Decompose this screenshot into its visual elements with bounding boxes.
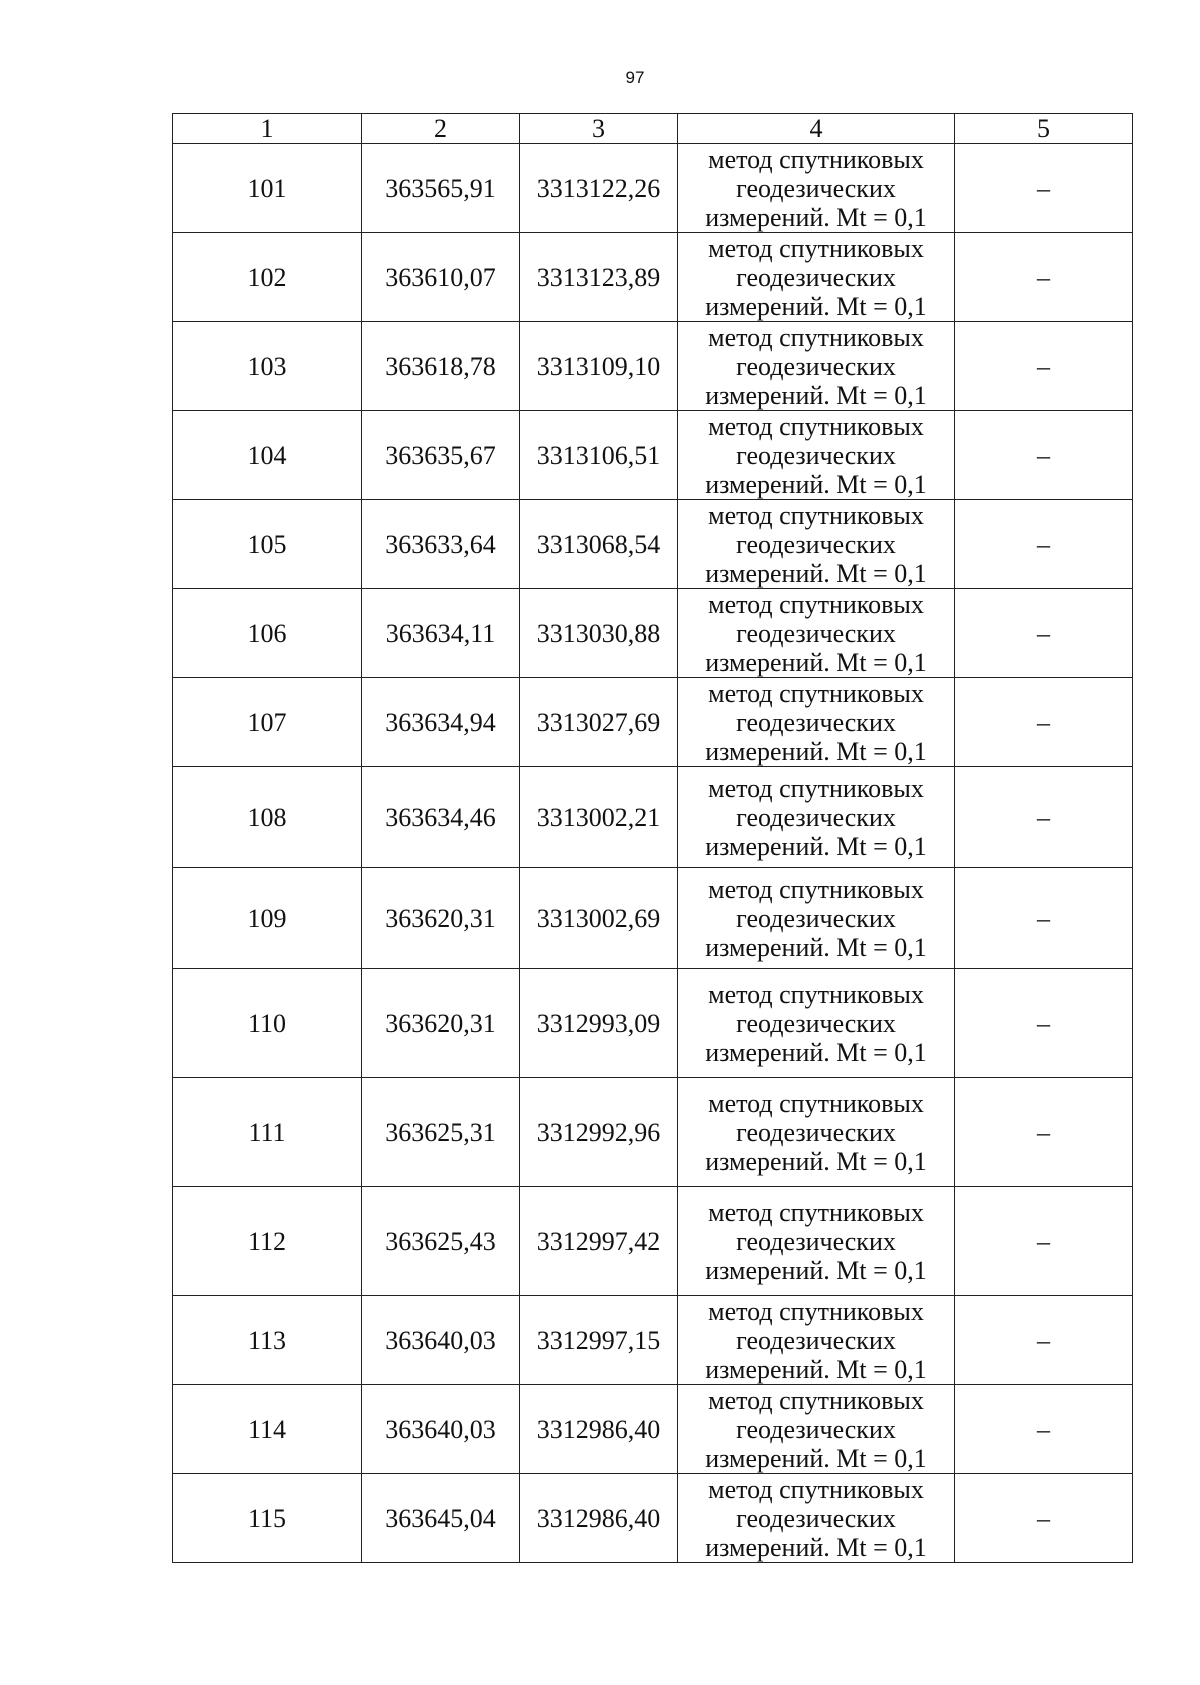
method-cell bbox=[678, 1474, 955, 1563]
point-number-cell: 108 bbox=[173, 767, 362, 868]
point-number-cell: 106 bbox=[173, 589, 362, 678]
x-coordinate-cell: 363634,46 bbox=[362, 767, 520, 868]
note-cell: – bbox=[955, 969, 1133, 1078]
point-number-cell: 109 bbox=[173, 868, 362, 969]
method-cell bbox=[678, 322, 955, 411]
method-line: метод спутниковых bbox=[708, 233, 924, 263]
x-coordinate-cell: 363634,11 bbox=[362, 589, 520, 678]
note-cell: – bbox=[955, 868, 1133, 969]
note-cell: – bbox=[955, 1296, 1133, 1385]
method-line: метод спутниковых bbox=[708, 678, 924, 708]
point-number-cell: 104 bbox=[173, 411, 362, 500]
y-coordinate-cell: 3313123,89 bbox=[520, 233, 678, 322]
y-coordinate-cell: 3312997,15 bbox=[520, 1296, 678, 1385]
method-line: метод спутниковых bbox=[708, 1088, 924, 1118]
y-coordinate-cell: 3312992,96 bbox=[520, 1078, 678, 1187]
table-row bbox=[173, 500, 1133, 589]
y-coordinate-cell: 3312993,09 bbox=[520, 969, 678, 1078]
method-line: метод спутниковых bbox=[708, 1474, 924, 1504]
x-coordinate-cell: 363635,67 bbox=[362, 411, 520, 500]
x-coordinate-cell: 363633,64 bbox=[362, 500, 520, 589]
x-coordinate-cell: 363565,91 bbox=[362, 144, 520, 233]
y-coordinate-cell: 3313030,88 bbox=[520, 589, 678, 678]
method-line: метод спутниковых bbox=[708, 411, 924, 441]
table-row bbox=[173, 868, 1133, 969]
page-number: 97 bbox=[625, 68, 645, 87]
method-line: метод спутниковых bbox=[708, 874, 924, 904]
method-line: метод спутниковых bbox=[708, 773, 924, 803]
method-line: геодезических bbox=[736, 707, 896, 737]
header-col-4: 4 bbox=[678, 114, 955, 144]
method-line: геодезических bbox=[736, 529, 896, 559]
note-cell: – bbox=[955, 1385, 1133, 1474]
y-coordinate-cell: 3312986,40 bbox=[520, 1474, 678, 1563]
x-coordinate-cell: 363640,03 bbox=[362, 1296, 520, 1385]
note-cell: – bbox=[955, 1078, 1133, 1187]
method-cell bbox=[678, 144, 955, 233]
method-cell bbox=[678, 589, 955, 678]
table-row bbox=[173, 767, 1133, 868]
method-cell bbox=[678, 868, 955, 969]
x-coordinate-cell: 363610,07 bbox=[362, 233, 520, 322]
method-line: измерений. Mt = 0,1 bbox=[705, 1532, 927, 1562]
method-line: измерений. Mt = 0,1 bbox=[705, 1443, 927, 1473]
y-coordinate-cell: 3313068,54 bbox=[520, 500, 678, 589]
method-line: геодезических bbox=[736, 1503, 896, 1533]
method-line: геодезических bbox=[736, 903, 896, 933]
method-line: геодезических bbox=[736, 1008, 896, 1038]
method-line: измерений. Mt = 0,1 bbox=[705, 736, 927, 766]
note-cell: – bbox=[955, 1474, 1133, 1563]
x-coordinate-cell: 363625,43 bbox=[362, 1187, 520, 1296]
table-row bbox=[173, 1078, 1133, 1187]
note-cell: – bbox=[955, 322, 1133, 411]
table-row bbox=[173, 589, 1133, 678]
point-number-cell: 111 bbox=[173, 1078, 362, 1187]
method-line: метод спутниковых bbox=[708, 144, 924, 174]
method-line: измерений. Mt = 0,1 bbox=[705, 202, 927, 232]
method-line: метод спутниковых bbox=[708, 1197, 924, 1227]
method-line: геодезических bbox=[736, 262, 896, 292]
method-cell bbox=[678, 411, 955, 500]
method-line: измерений. Mt = 0,1 bbox=[705, 1146, 927, 1176]
method-line: измерений. Mt = 0,1 bbox=[705, 1255, 927, 1285]
point-number-cell: 105 bbox=[173, 500, 362, 589]
table-row bbox=[173, 144, 1133, 233]
point-number-cell: 107 bbox=[173, 678, 362, 767]
x-coordinate-cell: 363618,78 bbox=[362, 322, 520, 411]
table-row bbox=[173, 678, 1133, 767]
x-coordinate-cell: 363620,31 bbox=[362, 969, 520, 1078]
method-line: измерений. Mt = 0,1 bbox=[705, 1354, 927, 1384]
method-line: измерений. Mt = 0,1 bbox=[705, 558, 927, 588]
method-cell bbox=[678, 500, 955, 589]
y-coordinate-cell: 3312997,42 bbox=[520, 1187, 678, 1296]
note-cell: – bbox=[955, 678, 1133, 767]
method-line: измерений. Mt = 0,1 bbox=[705, 932, 927, 962]
y-coordinate-cell: 3313109,10 bbox=[520, 322, 678, 411]
method-cell bbox=[678, 1078, 955, 1187]
y-coordinate-cell: 3313122,26 bbox=[520, 144, 678, 233]
x-coordinate-cell: 363640,03 bbox=[362, 1385, 520, 1474]
y-coordinate-cell: 3313002,21 bbox=[520, 767, 678, 868]
note-cell: – bbox=[955, 411, 1133, 500]
method-cell bbox=[678, 1187, 955, 1296]
y-coordinate-cell: 3312986,40 bbox=[520, 1385, 678, 1474]
note-cell: – bbox=[955, 500, 1133, 589]
note-cell: – bbox=[955, 1187, 1133, 1296]
point-number-cell: 114 bbox=[173, 1385, 362, 1474]
method-line: измерений. Mt = 0,1 bbox=[705, 291, 927, 321]
point-number-cell: 112 bbox=[173, 1187, 362, 1296]
method-line: геодезических bbox=[736, 1117, 896, 1147]
method-line: метод спутниковых bbox=[708, 1385, 924, 1415]
coordinates-table bbox=[172, 113, 1133, 1563]
method-line: геодезических bbox=[736, 1226, 896, 1256]
header-col-2: 2 bbox=[362, 114, 520, 144]
method-line: метод спутниковых bbox=[708, 322, 924, 352]
method-line: измерений. Mt = 0,1 bbox=[705, 469, 927, 499]
header-col-3: 3 bbox=[520, 114, 678, 144]
y-coordinate-cell: 3313027,69 bbox=[520, 678, 678, 767]
method-line: геодезических bbox=[736, 802, 896, 832]
method-cell bbox=[678, 233, 955, 322]
method-cell bbox=[678, 1385, 955, 1474]
method-line: метод спутниковых bbox=[708, 500, 924, 530]
method-line: геодезических bbox=[736, 440, 896, 470]
method-line: метод спутниковых bbox=[708, 1296, 924, 1326]
y-coordinate-cell: 3313106,51 bbox=[520, 411, 678, 500]
table-header-row bbox=[173, 114, 1133, 144]
method-line: геодезических bbox=[736, 173, 896, 203]
table-row bbox=[173, 1385, 1133, 1474]
method-line: измерений. Mt = 0,1 bbox=[705, 647, 927, 677]
table-row bbox=[173, 322, 1133, 411]
method-line: измерений. Mt = 0,1 bbox=[705, 1037, 927, 1067]
table-row bbox=[173, 1187, 1133, 1296]
method-cell bbox=[678, 1296, 955, 1385]
method-cell bbox=[678, 767, 955, 868]
method-line: метод спутниковых bbox=[708, 589, 924, 619]
table-row bbox=[173, 1296, 1133, 1385]
point-number-cell: 110 bbox=[173, 969, 362, 1078]
method-line: геодезических bbox=[736, 1414, 896, 1444]
y-coordinate-cell: 3313002,69 bbox=[520, 868, 678, 969]
note-cell: – bbox=[955, 233, 1133, 322]
note-cell: – bbox=[955, 589, 1133, 678]
table-row bbox=[173, 233, 1133, 322]
method-line: метод спутниковых bbox=[708, 979, 924, 1009]
x-coordinate-cell: 363634,94 bbox=[362, 678, 520, 767]
method-line: геодезических bbox=[736, 618, 896, 648]
point-number-cell: 113 bbox=[173, 1296, 362, 1385]
method-line: геодезических bbox=[736, 1325, 896, 1355]
table-row bbox=[173, 969, 1133, 1078]
table-row bbox=[173, 1474, 1133, 1563]
method-cell bbox=[678, 678, 955, 767]
method-line: измерений. Mt = 0,1 bbox=[705, 380, 927, 410]
table-row bbox=[173, 411, 1133, 500]
point-number-cell: 102 bbox=[173, 233, 362, 322]
method-line: геодезических bbox=[736, 351, 896, 381]
header-col-5: 5 bbox=[955, 114, 1133, 144]
method-line: измерений. Mt = 0,1 bbox=[705, 831, 927, 861]
point-number-cell: 103 bbox=[173, 322, 362, 411]
method-cell bbox=[678, 969, 955, 1078]
note-cell: – bbox=[955, 767, 1133, 868]
header-col-1: 1 bbox=[173, 114, 362, 144]
x-coordinate-cell: 363625,31 bbox=[362, 1078, 520, 1187]
note-cell: – bbox=[955, 144, 1133, 233]
x-coordinate-cell: 363645,04 bbox=[362, 1474, 520, 1563]
point-number-cell: 115 bbox=[173, 1474, 362, 1563]
x-coordinate-cell: 363620,31 bbox=[362, 868, 520, 969]
point-number-cell: 101 bbox=[173, 144, 362, 233]
